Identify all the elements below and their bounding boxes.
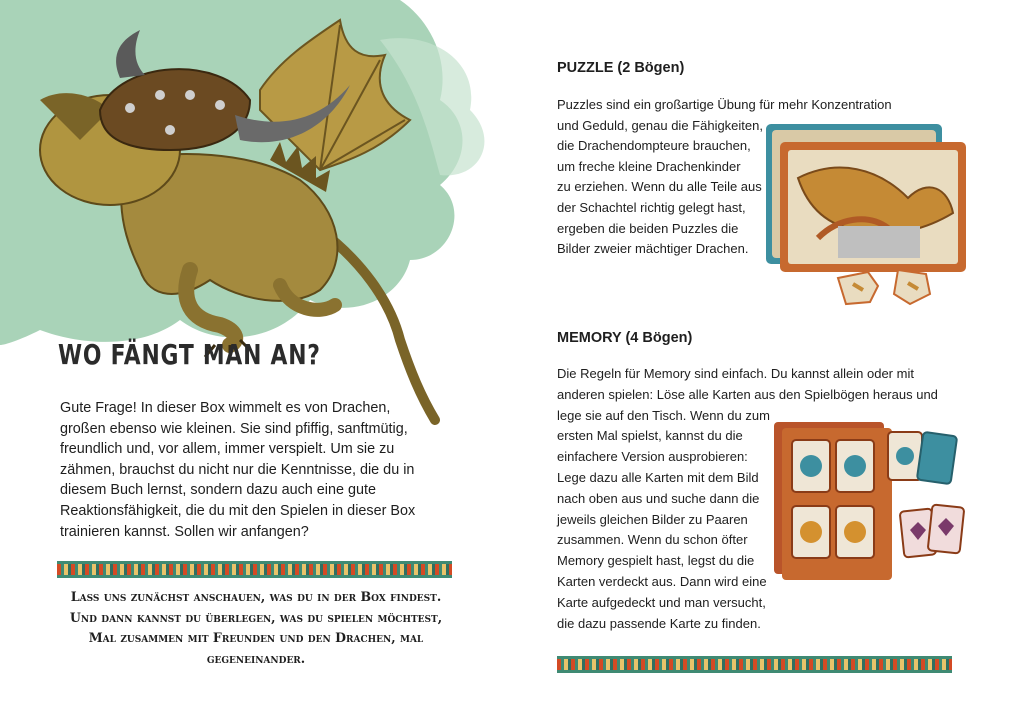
callout-text: Lass uns zunächst anschauen, was du in der Box findest. Und dann kannst du überlegen, was du spielen möchtest, Mal zusammen mit Freunden und den Drachen, mal gegeneinander. [69,589,443,666]
memory-line: Die Regeln für Memory sind einfach. Du kannst allein oder mit [557,366,914,381]
puzzle-line: ergeben die beiden Puzzles die [557,220,739,236]
puzzle-line: Puzzles sind ein großartige Übung für mehr Konzentration [557,97,892,112]
memory-line: Memory gespielt hast, legst du die [557,553,755,569]
puzzle-board-illustration [758,118,970,323]
puzzle-title: PUZZLE (2 Bögen) [557,60,685,76]
memory-line: nach oben aus und suche dann die [557,490,760,506]
memory-line: ersten Mal spielst, kannst du die [557,428,743,444]
page-heading: WO FÄNGT MAN AN? [58,338,321,371]
puzzle-line: der Schachtel richtig gelegt hast, [557,199,746,215]
memory-cards-illustration [770,418,975,583]
memory-line: jeweils gleichen Bilder zu Paaren [557,511,748,527]
memory-title: MEMORY (4 Bögen) [557,330,693,346]
decorative-border-right [557,656,952,673]
puzzle-line: zu erziehen. Wenn du alle Teile aus [557,179,762,195]
memory-line: Lege dazu alle Karten mit dem Bild [557,469,759,485]
memory-line: anderen spielen: Löse alle Karten aus den Spielbögen heraus und [557,386,938,402]
decorative-border-left [57,561,452,578]
intro-paragraph: Gute Frage! In dieser Box wimmelt es von Drachen, großen ebenso wie kleinen. Sie sind pfiffig, sanftmütig, freundlich und, vor allem, immer verspielt. Um sie zu zähmen, brauchst du nicht nur die Kenntnisse, die du in diesem Buch lernst, sondern dazu auch eine gute Reaktionsfähigkeit, die du mit den Spielen in dieser Box trainieren kannst. Sollen wir anfangen? [60,400,416,540]
memory-line: Karte aufgedeckt und man versucht, [557,594,766,610]
puzzle-line: Bilder zweier mächtiger Drachen. [557,241,749,257]
memory-line: einfachere Version ausprobieren: [557,449,748,465]
memory-line: zusammen. Wenn du schon öfter [557,532,748,548]
memory-line: lege sie auf den Tisch. Wenn du zum [557,407,770,423]
puzzle-line: und Geduld, genau die Fähigkeiten, [557,117,763,133]
puzzle-line: die Drachendompteure brauchen, [557,138,751,154]
memory-line: die dazu passende Karte zu finden. [557,615,761,631]
memory-line: Karten verdeckt aus. Dann wird eine [557,573,767,589]
puzzle-line: um freche kleine Drachenkinder [557,158,741,174]
